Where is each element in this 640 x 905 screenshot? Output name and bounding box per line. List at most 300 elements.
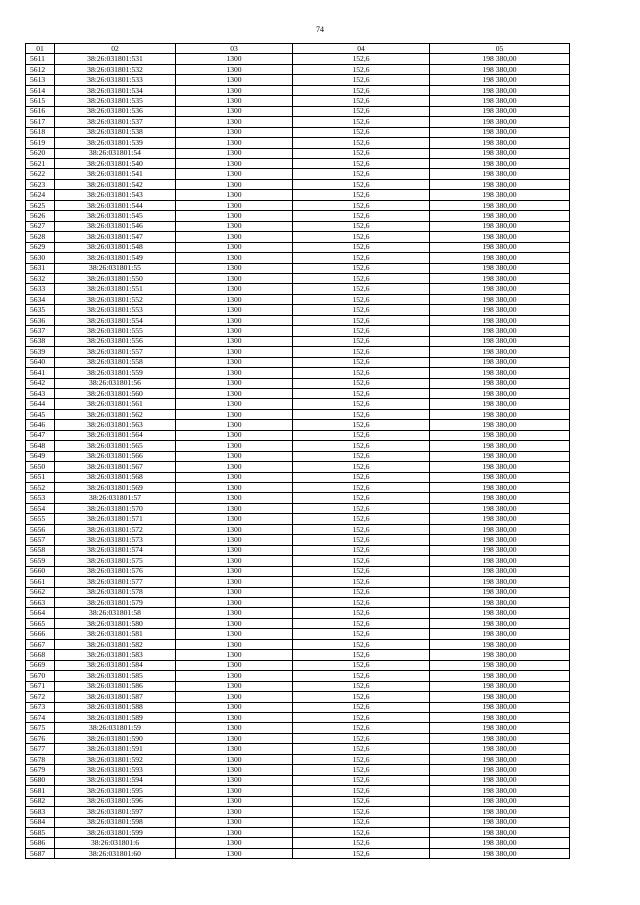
table-cell: 38:26:031801:567 (55, 462, 176, 472)
table-cell: 38:26:031801:595 (55, 786, 176, 796)
table-cell: 1300 (176, 692, 293, 702)
table-cell: 198 380,00 (430, 514, 570, 524)
table-cell: 5649 (26, 451, 55, 461)
table-cell: 38:26:031801:588 (55, 702, 176, 712)
table-row (26, 660, 570, 670)
table-cell: 38:26:031801:579 (55, 598, 176, 608)
table-row (26, 451, 570, 461)
table-cell: 1300 (176, 85, 293, 95)
table-row (26, 85, 570, 95)
table-row (26, 472, 570, 482)
table-cell: 152,6 (293, 127, 430, 137)
table-cell: 5681 (26, 786, 55, 796)
table-cell: 1300 (176, 211, 293, 221)
table-row (26, 723, 570, 733)
table-cell: 5683 (26, 807, 55, 817)
table-cell: 152,6 (293, 786, 430, 796)
table-cell: 38:26:031801:596 (55, 796, 176, 806)
table-cell: 1300 (176, 827, 293, 837)
table-cell: 1300 (176, 556, 293, 566)
table-cell: 38:26:031801:586 (55, 681, 176, 691)
table-body (26, 54, 570, 859)
table-cell: 5672 (26, 692, 55, 702)
table-cell: 38:26:031801:560 (55, 388, 176, 398)
table-cell: 198 380,00 (430, 284, 570, 294)
table-cell: 1300 (176, 514, 293, 524)
table-cell: 38:26:031801:589 (55, 713, 176, 723)
table-row (26, 566, 570, 576)
table-cell: 198 380,00 (430, 388, 570, 398)
table-cell: 1300 (176, 650, 293, 660)
table-cell: 198 380,00 (430, 200, 570, 210)
table-cell: 5618 (26, 127, 55, 137)
table-cell: 152,6 (293, 723, 430, 733)
table-cell: 5628 (26, 232, 55, 242)
table-cell: 38:26:031801:548 (55, 242, 176, 252)
table-cell: 152,6 (293, 483, 430, 493)
table-cell: 198 380,00 (430, 786, 570, 796)
table-cell: 38:26:031801:532 (55, 64, 176, 74)
table-row (26, 409, 570, 419)
table-row (26, 681, 570, 691)
table-cell: 1300 (176, 169, 293, 179)
table-cell: 152,6 (293, 503, 430, 513)
table-cell: 5623 (26, 179, 55, 189)
table-cell: 38:26:031801:541 (55, 169, 176, 179)
table-cell: 1300 (176, 765, 293, 775)
table-cell: 198 380,00 (430, 807, 570, 817)
table-cell: 152,6 (293, 284, 430, 294)
table-cell: 198 380,00 (430, 524, 570, 534)
table-cell: 38:26:031801:592 (55, 754, 176, 764)
table-row (26, 587, 570, 597)
table-cell: 5643 (26, 388, 55, 398)
table-row (26, 545, 570, 555)
table-cell: 152,6 (293, 64, 430, 74)
table-cell: 152,6 (293, 817, 430, 827)
table-cell: 198 380,00 (430, 242, 570, 252)
table-cell: 5653 (26, 493, 55, 503)
table-cell: 1300 (176, 848, 293, 858)
table-row (26, 733, 570, 743)
table-cell: 1300 (176, 430, 293, 440)
table-cell: 152,6 (293, 263, 430, 273)
table-cell: 152,6 (293, 96, 430, 106)
table-cell: 198 380,00 (430, 692, 570, 702)
table-cell: 152,6 (293, 148, 430, 158)
table-cell: 38:26:031801:574 (55, 545, 176, 555)
table-cell: 152,6 (293, 347, 430, 357)
table-cell: 198 380,00 (430, 305, 570, 315)
table-cell: 38:26:031801:55 (55, 263, 176, 273)
table-cell: 38:26:031801:551 (55, 284, 176, 294)
table-cell: 38:26:031801:553 (55, 305, 176, 315)
table-row (26, 263, 570, 273)
table-cell: 152,6 (293, 378, 430, 388)
table-cell: 198 380,00 (430, 723, 570, 733)
table-cell: 5622 (26, 169, 55, 179)
column-header: 02 (55, 44, 176, 54)
table-cell: 152,6 (293, 399, 430, 409)
table-cell: 152,6 (293, 681, 430, 691)
table-cell: 152,6 (293, 733, 430, 743)
table-cell: 1300 (176, 409, 293, 419)
table-row (26, 503, 570, 513)
table-cell: 1300 (176, 713, 293, 723)
table-cell: 198 380,00 (430, 577, 570, 587)
table-cell: 5679 (26, 765, 55, 775)
table-cell: 1300 (176, 75, 293, 85)
table-cell: 1300 (176, 754, 293, 764)
table-cell: 5667 (26, 639, 55, 649)
table-row (26, 671, 570, 681)
table-cell: 5674 (26, 713, 55, 723)
table-cell: 152,6 (293, 357, 430, 367)
table-cell: 5673 (26, 702, 55, 712)
table-row (26, 200, 570, 210)
table-cell: 198 380,00 (430, 54, 570, 64)
table-cell: 38:26:031801:56 (55, 378, 176, 388)
table-cell: 38:26:031801:590 (55, 733, 176, 743)
table-cell: 198 380,00 (430, 221, 570, 231)
table-cell: 38:26:031801:577 (55, 577, 176, 587)
table-cell: 5636 (26, 315, 55, 325)
table-cell: 1300 (176, 577, 293, 587)
table-cell: 198 380,00 (430, 399, 570, 409)
table-cell: 198 380,00 (430, 618, 570, 628)
table-cell: 1300 (176, 524, 293, 534)
table-cell: 1300 (176, 462, 293, 472)
table-cell: 152,6 (293, 326, 430, 336)
table-cell: 38:26:031801:536 (55, 106, 176, 116)
table-row (26, 127, 570, 137)
table-cell: 1300 (176, 733, 293, 743)
table-cell: 5658 (26, 545, 55, 555)
table-cell: 152,6 (293, 273, 430, 283)
table-cell: 198 380,00 (430, 681, 570, 691)
table-cell: 1300 (176, 368, 293, 378)
table-cell: 38:26:031801:539 (55, 138, 176, 148)
table-cell: 5663 (26, 598, 55, 608)
table-cell: 1300 (176, 305, 293, 315)
table-cell: 152,6 (293, 618, 430, 628)
table-cell: 5656 (26, 524, 55, 534)
table-cell: 152,6 (293, 827, 430, 837)
table-cell: 198 380,00 (430, 190, 570, 200)
table-row (26, 493, 570, 503)
table-row (26, 786, 570, 796)
table-cell: 1300 (176, 483, 293, 493)
table-row (26, 775, 570, 785)
table-cell: 1300 (176, 138, 293, 148)
table-cell: 198 380,00 (430, 138, 570, 148)
table-cell: 152,6 (293, 587, 430, 597)
table-cell: 152,6 (293, 253, 430, 263)
table-cell: 38:26:031801:543 (55, 190, 176, 200)
table-cell: 152,6 (293, 702, 430, 712)
table-cell: 152,6 (293, 388, 430, 398)
table-cell: 152,6 (293, 807, 430, 817)
table-cell: 5634 (26, 294, 55, 304)
table-cell: 38:26:031801:572 (55, 524, 176, 534)
table-cell: 1300 (176, 221, 293, 231)
table-cell: 5654 (26, 503, 55, 513)
table-cell: 152,6 (293, 85, 430, 95)
table-cell: 5625 (26, 200, 55, 210)
table-cell: 5659 (26, 556, 55, 566)
table-cell: 1300 (176, 148, 293, 158)
table-row (26, 796, 570, 806)
table-cell: 1300 (176, 420, 293, 430)
table-row (26, 326, 570, 336)
table-cell: 1300 (176, 357, 293, 367)
table-cell: 1300 (176, 253, 293, 263)
table-cell: 38:26:031801:537 (55, 117, 176, 127)
table-row (26, 420, 570, 430)
table-cell: 152,6 (293, 200, 430, 210)
table-cell: 1300 (176, 242, 293, 252)
table-cell: 152,6 (293, 451, 430, 461)
table-cell: 1300 (176, 786, 293, 796)
table-cell: 198 380,00 (430, 357, 570, 367)
table-cell: 38:26:031801:538 (55, 127, 176, 137)
table-cell: 5631 (26, 263, 55, 273)
table-cell: 198 380,00 (430, 838, 570, 848)
table-cell: 38:26:031801:563 (55, 420, 176, 430)
table-cell: 1300 (176, 117, 293, 127)
table-row (26, 524, 570, 534)
table-cell: 198 380,00 (430, 117, 570, 127)
table-cell: 1300 (176, 472, 293, 482)
table-cell: 38:26:031801:575 (55, 556, 176, 566)
table-cell: 38:26:031801:587 (55, 692, 176, 702)
table-cell: 38:26:031801:535 (55, 96, 176, 106)
table-cell: 198 380,00 (430, 294, 570, 304)
table-cell: 1300 (176, 744, 293, 754)
table-cell: 152,6 (293, 336, 430, 346)
table-cell: 5668 (26, 650, 55, 660)
table-cell: 38:26:031801:564 (55, 430, 176, 440)
table-cell: 198 380,00 (430, 848, 570, 858)
table-cell: 38:26:031801:583 (55, 650, 176, 660)
table-cell: 152,6 (293, 650, 430, 660)
table-cell: 198 380,00 (430, 483, 570, 493)
table-cell: 5646 (26, 420, 55, 430)
table-cell: 38:26:031801:558 (55, 357, 176, 367)
table-cell: 5670 (26, 671, 55, 681)
table-row (26, 284, 570, 294)
table-cell: 198 380,00 (430, 608, 570, 618)
table-cell: 198 380,00 (430, 158, 570, 168)
table-cell: 1300 (176, 545, 293, 555)
table-cell: 152,6 (293, 535, 430, 545)
table-row (26, 158, 570, 168)
table-row (26, 399, 570, 409)
table-cell: 38:26:031801:568 (55, 472, 176, 482)
table-cell: 152,6 (293, 524, 430, 534)
table-cell: 198 380,00 (430, 650, 570, 660)
table-cell: 5647 (26, 430, 55, 440)
table-cell: 5671 (26, 681, 55, 691)
table-cell: 1300 (176, 681, 293, 691)
table-row (26, 221, 570, 231)
table-cell: 198 380,00 (430, 253, 570, 263)
table-cell: 1300 (176, 96, 293, 106)
table-cell: 198 380,00 (430, 211, 570, 221)
table-cell: 38:26:031801:549 (55, 253, 176, 263)
table-cell: 38:26:031801:555 (55, 326, 176, 336)
table-cell: 152,6 (293, 577, 430, 587)
table-cell: 5685 (26, 827, 55, 837)
table-row (26, 848, 570, 858)
table-cell: 5684 (26, 817, 55, 827)
table-cell: 198 380,00 (430, 263, 570, 273)
table-cell: 5615 (26, 96, 55, 106)
table-cell: 38:26:031801:599 (55, 827, 176, 837)
table-cell: 152,6 (293, 566, 430, 576)
table-cell: 5633 (26, 284, 55, 294)
table-cell: 152,6 (293, 692, 430, 702)
table-cell: 152,6 (293, 232, 430, 242)
table-cell: 198 380,00 (430, 451, 570, 461)
table-cell: 5616 (26, 106, 55, 116)
table-cell: 38:26:031801:581 (55, 629, 176, 639)
table-cell: 1300 (176, 315, 293, 325)
table-cell: 198 380,00 (430, 430, 570, 440)
table-row (26, 305, 570, 315)
table-row (26, 744, 570, 754)
table-cell: 38:26:031801:542 (55, 179, 176, 189)
table-cell: 1300 (176, 158, 293, 168)
table-cell: 198 380,00 (430, 315, 570, 325)
table-cell: 5661 (26, 577, 55, 587)
table-cell: 152,6 (293, 660, 430, 670)
table-cell: 152,6 (293, 315, 430, 325)
table-cell: 198 380,00 (430, 713, 570, 723)
table-row (26, 388, 570, 398)
table-cell: 1300 (176, 587, 293, 597)
table-cell: 152,6 (293, 472, 430, 482)
table-cell: 38:26:031801:531 (55, 54, 176, 64)
table-row (26, 577, 570, 587)
table-cell: 5682 (26, 796, 55, 806)
table-cell: 198 380,00 (430, 545, 570, 555)
table-cell: 152,6 (293, 420, 430, 430)
table-cell: 198 380,00 (430, 660, 570, 670)
table-cell: 198 380,00 (430, 232, 570, 242)
table-cell: 5664 (26, 608, 55, 618)
table-row (26, 273, 570, 283)
table-cell: 198 380,00 (430, 273, 570, 283)
table-cell: 198 380,00 (430, 765, 570, 775)
table-row (26, 378, 570, 388)
table-cell: 198 380,00 (430, 96, 570, 106)
table-cell: 38:26:031801:562 (55, 409, 176, 419)
table-cell: 5619 (26, 138, 55, 148)
table-cell: 5612 (26, 64, 55, 74)
table-cell: 38:26:031801:550 (55, 273, 176, 283)
table-cell: 152,6 (293, 838, 430, 848)
table-cell: 152,6 (293, 54, 430, 64)
table-cell: 5651 (26, 472, 55, 482)
table-cell: 5650 (26, 462, 55, 472)
table-cell: 38:26:031801:569 (55, 483, 176, 493)
table-row (26, 629, 570, 639)
table-cell: 5637 (26, 326, 55, 336)
table-cell: 198 380,00 (430, 368, 570, 378)
table-cell: 1300 (176, 503, 293, 513)
table-row (26, 190, 570, 200)
table-cell: 5614 (26, 85, 55, 95)
table-cell: 1300 (176, 660, 293, 670)
table-cell: 38:26:031801:565 (55, 441, 176, 451)
table-cell: 152,6 (293, 117, 430, 127)
table-cell: 38:26:031801:552 (55, 294, 176, 304)
table-cell: 198 380,00 (430, 754, 570, 764)
table-cell: 1300 (176, 200, 293, 210)
table-cell: 5665 (26, 618, 55, 628)
table-cell: 38:26:031801:585 (55, 671, 176, 681)
table-row (26, 608, 570, 618)
column-header: 03 (176, 44, 293, 54)
table-cell: 38:26:031801:566 (55, 451, 176, 461)
table-cell: 1300 (176, 838, 293, 848)
table-cell: 198 380,00 (430, 493, 570, 503)
table-cell: 1300 (176, 796, 293, 806)
table-cell: 198 380,00 (430, 462, 570, 472)
table-cell: 152,6 (293, 744, 430, 754)
table-cell: 5635 (26, 305, 55, 315)
table-cell: 5680 (26, 775, 55, 785)
table-cell: 38:26:031801:594 (55, 775, 176, 785)
table-cell: 198 380,00 (430, 347, 570, 357)
table-row (26, 294, 570, 304)
table-row (26, 618, 570, 628)
table-cell: 1300 (176, 535, 293, 545)
table-cell: 1300 (176, 399, 293, 409)
table-cell: 5657 (26, 535, 55, 545)
table-cell: 152,6 (293, 221, 430, 231)
table-cell: 5617 (26, 117, 55, 127)
table-cell: 1300 (176, 566, 293, 576)
table-cell: 152,6 (293, 305, 430, 315)
table-row (26, 441, 570, 451)
table-row (26, 430, 570, 440)
table-cell: 5648 (26, 441, 55, 451)
table-row (26, 117, 570, 127)
table-cell: 5642 (26, 378, 55, 388)
table-cell: 1300 (176, 608, 293, 618)
table-cell: 198 380,00 (430, 535, 570, 545)
table-cell: 5641 (26, 368, 55, 378)
table-cell: 1300 (176, 190, 293, 200)
table-cell: 198 380,00 (430, 629, 570, 639)
table-cell: 198 380,00 (430, 336, 570, 346)
table-cell: 5675 (26, 723, 55, 733)
table-cell: 152,6 (293, 158, 430, 168)
table-row (26, 692, 570, 702)
table-cell: 1300 (176, 807, 293, 817)
table-cell: 152,6 (293, 545, 430, 555)
table-cell: 198 380,00 (430, 64, 570, 74)
table-row (26, 535, 570, 545)
table-cell: 198 380,00 (430, 556, 570, 566)
table-cell: 38:26:031801:547 (55, 232, 176, 242)
table-cell: 5624 (26, 190, 55, 200)
table-row (26, 368, 570, 378)
data-table (25, 43, 570, 859)
header-row (26, 44, 570, 54)
